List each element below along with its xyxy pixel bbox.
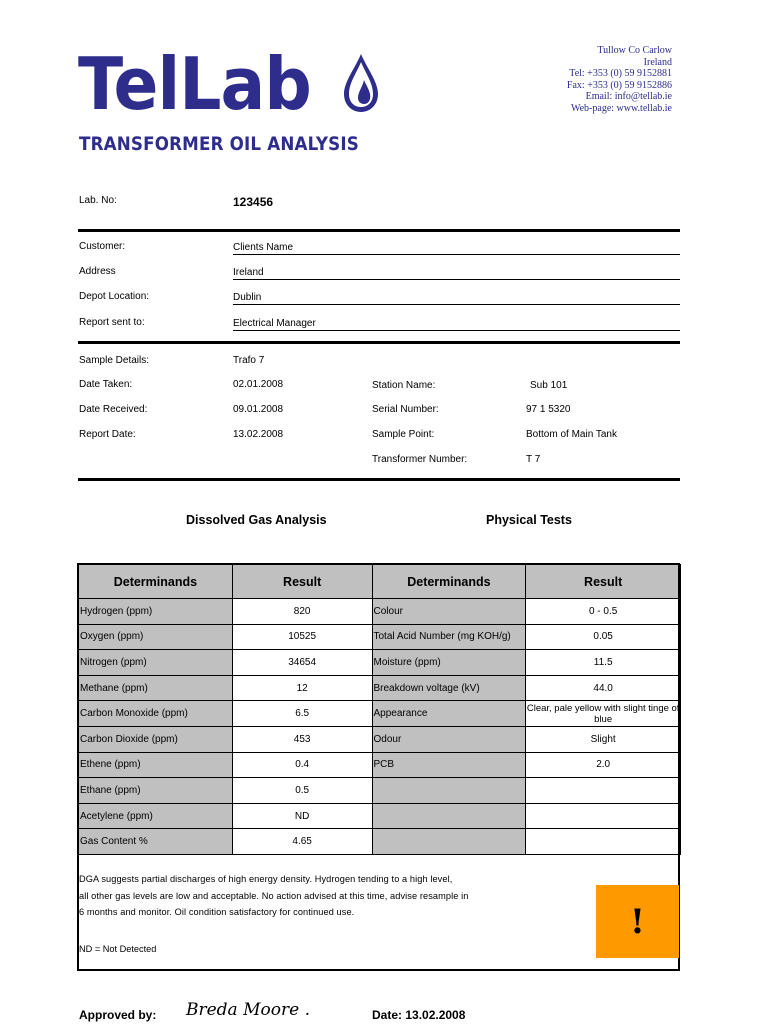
table-cell: 12 bbox=[232, 675, 372, 701]
table-cell: 11.5 bbox=[526, 650, 681, 676]
table-cell: Colour bbox=[372, 599, 526, 625]
transformer-number-value: T 7 bbox=[526, 454, 541, 465]
report-date-value: 13.02.2008 bbox=[233, 429, 284, 440]
table-cell: 4.65 bbox=[232, 829, 372, 855]
table-cell: 0 - 0.5 bbox=[526, 599, 681, 625]
table-cell: Ethene (ppm) bbox=[79, 752, 233, 778]
table-cell: 2.0 bbox=[526, 752, 681, 778]
signature: Breda Moore . bbox=[186, 1000, 310, 1020]
lab-no-value: 123456 bbox=[233, 195, 274, 209]
table-cell: 0.4 bbox=[232, 752, 372, 778]
approval-date: Date: 13.02.2008 bbox=[372, 1008, 466, 1022]
table-cell: Breakdown voltage (kV) bbox=[372, 675, 526, 701]
report-sent-label: Report sent to: bbox=[79, 317, 145, 328]
table-cell: Oxygen (ppm) bbox=[79, 624, 233, 650]
divider bbox=[78, 229, 680, 232]
table-cell: Clear, pale yellow with slight tinge of blue bbox=[526, 702, 680, 725]
table-cell: 34654 bbox=[232, 650, 372, 676]
table-cell: 0.05 bbox=[526, 624, 681, 650]
station-name-label: Station Name: bbox=[372, 380, 436, 391]
contact-phone: Tel: +353 (0) 59 9152881 bbox=[569, 68, 672, 79]
contact-email: Email: info@tellab.ie bbox=[585, 91, 672, 102]
sample-details-label: Sample Details: bbox=[79, 355, 150, 366]
column-header: Result bbox=[526, 565, 681, 599]
table-cell: 10525 bbox=[232, 624, 372, 650]
customer-value: Clients Name bbox=[233, 242, 680, 255]
report-sent-value: Electrical Manager bbox=[233, 318, 680, 331]
table-cell: Ethane (ppm) bbox=[79, 778, 233, 804]
lab-no-label: Lab. No: bbox=[79, 195, 117, 206]
table-cell: 820 bbox=[232, 599, 372, 625]
table-cell: Acetylene (ppm) bbox=[79, 803, 233, 829]
table-cell: Moisture (ppm) bbox=[372, 650, 526, 676]
table-cell: Nitrogen (ppm) bbox=[79, 650, 233, 676]
date-taken-label: Date Taken: bbox=[79, 379, 133, 390]
report-date-label: Report Date: bbox=[79, 429, 136, 440]
date-received-label: Date Received: bbox=[79, 404, 148, 415]
report-title: TRANSFORMER OIL ANALYSIS bbox=[79, 133, 359, 155]
tellab-logo: TelLab bbox=[78, 42, 311, 126]
column-header: Result bbox=[232, 565, 372, 599]
comment-line: 6 months and monitor. Oil condition satisfactory for continued use. bbox=[79, 907, 355, 917]
sample-point-label: Sample Point: bbox=[372, 429, 435, 440]
column-header: Determinands bbox=[372, 565, 526, 599]
serial-number-label: Serial Number: bbox=[372, 404, 439, 415]
divider bbox=[78, 478, 680, 481]
table-cell: 6.5 bbox=[232, 701, 372, 727]
date-taken-value: 02.01.2008 bbox=[233, 379, 284, 390]
contact-block bbox=[567, 45, 672, 114]
table-cell: Odour bbox=[372, 726, 526, 752]
contact-fax: Fax: +353 (0) 59 9152886 bbox=[566, 79, 672, 91]
oil-drop-icon bbox=[340, 52, 382, 114]
table-cell: Hydrogen (ppm) bbox=[79, 599, 233, 625]
date-received-value: 09.01.2008 bbox=[233, 404, 284, 415]
table-cell: Gas Content % bbox=[79, 829, 233, 855]
approved-by-label: Approved by: bbox=[79, 1008, 157, 1022]
nd-legend: ND = Not Detected bbox=[79, 944, 157, 954]
contact-web: Web-page: www.tellab.ie bbox=[570, 102, 672, 114]
table-cell: 453 bbox=[232, 726, 372, 752]
contact-line: Ireland bbox=[643, 56, 672, 68]
depot-label: Depot Location: bbox=[79, 291, 150, 302]
table-cell: Methane (ppm) bbox=[79, 675, 233, 701]
sample-point-value: Bottom of Main Tank bbox=[526, 429, 617, 440]
sample-details-value: Trafo 7 bbox=[233, 355, 265, 366]
contact-line: Tullow Co Carlow bbox=[597, 45, 672, 56]
divider bbox=[78, 341, 680, 344]
serial-number-value: 97 1 5320 bbox=[526, 404, 571, 415]
comment-line: DGA suggests partial discharges of high energy density. Hydrogen tending to a high level, bbox=[79, 874, 453, 884]
table-cell: 44.0 bbox=[526, 675, 681, 701]
address-label: Address bbox=[79, 266, 116, 277]
column-header: Determinands bbox=[79, 565, 233, 599]
physical-section-title: Physical Tests bbox=[486, 513, 572, 527]
comments-block bbox=[79, 871, 468, 921]
table-cell: 0.5 bbox=[232, 778, 372, 804]
warning-indicator: ! bbox=[596, 885, 679, 958]
customer-label: Customer: bbox=[79, 241, 126, 252]
table-cell: Carbon Monoxide (ppm) bbox=[79, 701, 233, 727]
address-value: Ireland bbox=[233, 267, 680, 280]
station-name-value: Sub 101 bbox=[530, 380, 568, 391]
table-cell: Slight bbox=[526, 726, 681, 752]
table-cell: Total Acid Number (mg KOH/g) bbox=[372, 624, 526, 650]
depot-value: Dublin bbox=[233, 292, 680, 305]
table-cell: PCB bbox=[372, 752, 526, 778]
transformer-number-label: Transformer Number: bbox=[372, 454, 468, 465]
table-cell: Carbon Dioxide (ppm) bbox=[79, 726, 233, 752]
dga-section-title: Dissolved Gas Analysis bbox=[186, 513, 327, 527]
table-cell: Appearance bbox=[372, 701, 526, 727]
table-cell: ND bbox=[232, 803, 372, 829]
comment-line: all other gas levels are low and acceptable. No action advised at this time, advise resample in bbox=[79, 890, 469, 901]
